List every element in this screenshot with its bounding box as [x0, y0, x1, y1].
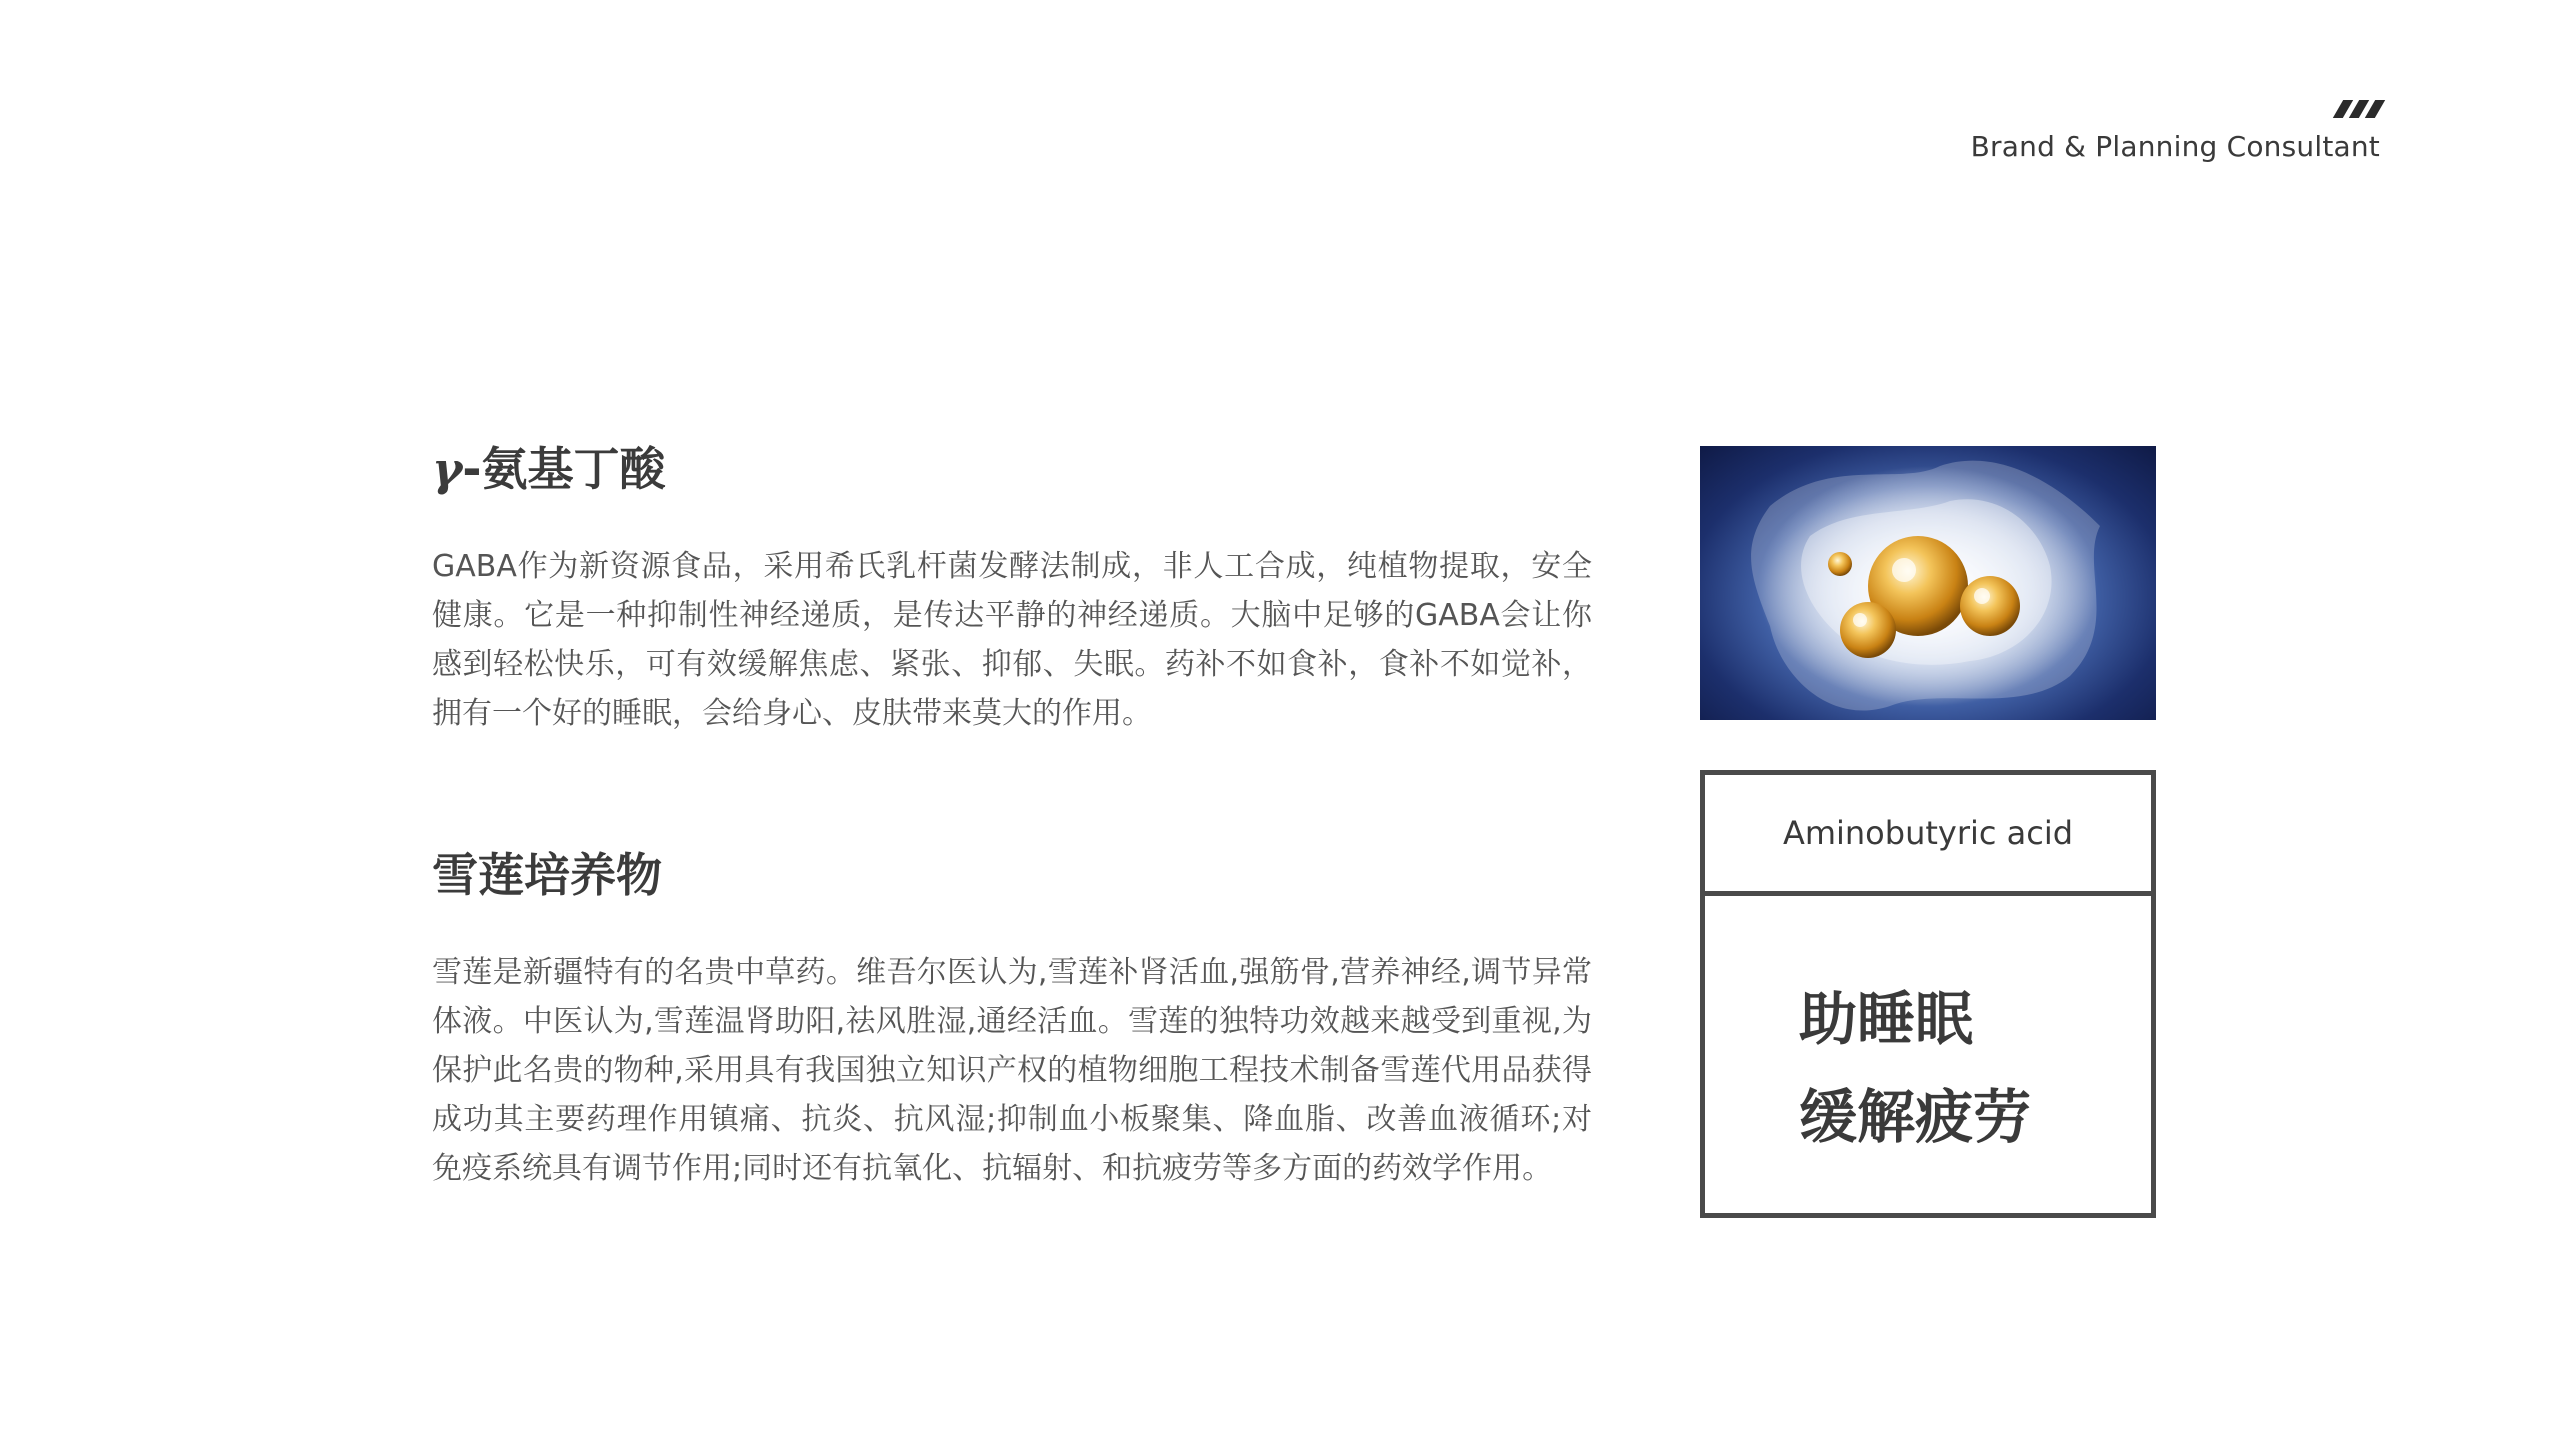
section-body-gaba: GABA作为新资源食品，采用希氏乳杆菌发酵法制成，非人工合成，纯植物提取，安全健康。它是一种抑制性神经递质，是传达平静的神经递质。大脑中足够的GABA会让你感到轻松快乐，可有效缓解焦虑、紧张、抑郁、失眠。药补不如食补，食补不如觉补，拥有一个好的睡眠，会给身心、皮肤带来莫大的作用。: [432, 549, 1592, 731]
brand-logo-icon: [1971, 100, 2380, 118]
brand-name: Brand & Planning Consultant: [1970, 130, 2380, 163]
card-header: Aminobutyric acid: [1705, 775, 2151, 896]
capsule-illustration: [1700, 446, 2156, 720]
main-content: [432, 436, 1592, 1193]
benefit-line-fatigue: 缓解疲劳: [1799, 1083, 2032, 1151]
benefit-card: [1700, 770, 2156, 1218]
section-gaba: [432, 436, 1592, 738]
product-photo: [1700, 446, 2156, 720]
card-body: [1705, 896, 2151, 1166]
capsule-small-icon: [1828, 552, 1852, 576]
section-title-gaba: [432, 436, 1592, 502]
capsule-medium-icon: [1840, 602, 1896, 658]
benefit-line-sleep: 助睡眠: [1799, 985, 1974, 1053]
section-title-text: -氨基丁酸: [462, 442, 666, 496]
section-snow-lotus: [432, 842, 1592, 1193]
gamma-symbol: γ: [432, 442, 463, 496]
brand-block: [1971, 100, 2380, 163]
section-body-snow-lotus: 雪莲是新疆特有的名贵中草药。维吾尔医认为,雪莲补肾活血,强筋骨,营养神经,调节异常体液。中医认为,雪莲温肾助阳,祛风胜湿,通经活血。雪莲的独特功效越来越受到重视,为保护此名贵的物种,采用具有我国独立知识产权的植物细胞工程技术制备雪莲代用品获得成功其主要药理作用镇痛、抗炎、抗风湿;抑制血小板聚集、降血脂、改善血液循环;对免疫系统具有调节作用;同时还有抗氧化、抗辐射、和抗疲劳等多方面的药效学作用。: [432, 955, 1592, 1186]
capsule-right-icon: [1960, 576, 2020, 636]
section-title-snow-lotus: 雪莲培养物: [432, 848, 662, 902]
